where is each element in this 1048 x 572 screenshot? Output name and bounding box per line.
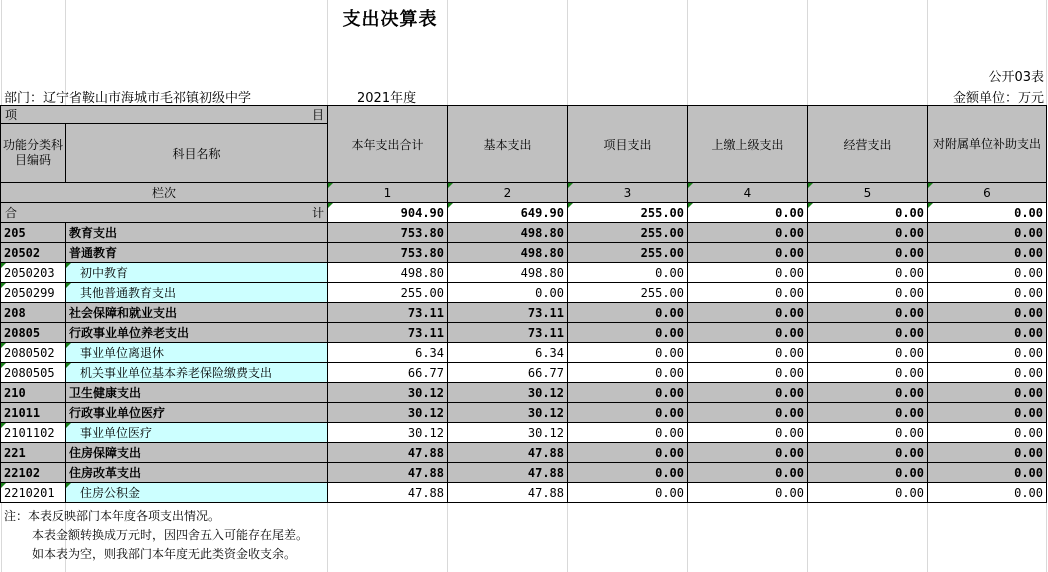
notes — [4, 507, 308, 564]
row-value-4[interactable]: 0.00 — [688, 343, 808, 363]
row-value-2[interactable]: 66.77 — [448, 363, 568, 383]
row-value-5[interactable]: 0.00 — [808, 343, 928, 363]
row-value-2[interactable]: 73.11 — [448, 323, 568, 343]
row-value-6[interactable]: 0.00 — [928, 483, 1047, 503]
row-value-5[interactable]: 0.00 — [808, 323, 928, 343]
form-code: 公开03表 — [988, 70, 1044, 85]
row-name[interactable]: 教育支出 — [66, 223, 328, 243]
total-value-3[interactable]: 255.00 — [568, 203, 688, 223]
row-value-4[interactable]: 0.00 — [688, 443, 808, 463]
row-value-5[interactable]: 0.00 — [808, 223, 928, 243]
total-value-5[interactable]: 0.00 — [808, 203, 928, 223]
row-code[interactable]: 221 — [1, 443, 66, 463]
row-value-5[interactable]: 0.00 — [808, 363, 928, 383]
table-row — [1, 403, 1047, 423]
row-value-5[interactable]: 0.00 — [808, 283, 928, 303]
header-mu: 目 — [311, 108, 324, 122]
row-value-2[interactable]: 47.88 — [448, 483, 568, 503]
total-value-6[interactable]: 0.00 — [928, 203, 1047, 223]
row-value-1[interactable]: 30.12 — [328, 403, 448, 423]
unit-label: 金额单位：万元 — [952, 91, 1044, 106]
row-value-2[interactable]: 47.88 — [448, 443, 568, 463]
row-code[interactable]: 2101102 — [1, 423, 66, 443]
row-value-4[interactable]: 0.00 — [688, 263, 808, 283]
row-value-3[interactable]: 0.00 — [568, 383, 688, 403]
row-value-4[interactable]: 0.00 — [688, 223, 808, 243]
col-number-6[interactable]: 6 — [928, 183, 1047, 203]
row-value-5[interactable]: 0.00 — [808, 303, 928, 323]
row-value-6[interactable]: 0.00 — [928, 463, 1047, 483]
row-value-4[interactable]: 0.00 — [688, 423, 808, 443]
table-row — [1, 483, 1047, 503]
row-name[interactable]: 普通教育 — [66, 243, 328, 263]
col-number-3[interactable]: 3 — [568, 183, 688, 203]
table-row — [1, 283, 1047, 303]
row-value-3[interactable]: 255.00 — [568, 283, 688, 303]
col-number-1[interactable]: 1 — [328, 183, 448, 203]
col-header-5[interactable]: 经营支出 — [808, 106, 928, 183]
row-code[interactable]: 20502 — [1, 243, 66, 263]
table-row — [1, 363, 1047, 383]
row-value-6[interactable]: 0.00 — [928, 263, 1047, 283]
col-number-2[interactable]: 2 — [448, 183, 568, 203]
row-value-2[interactable]: 498.80 — [448, 223, 568, 243]
row-value-1[interactable]: 73.11 — [328, 323, 448, 343]
row-code[interactable]: 21011 — [1, 403, 66, 423]
row-value-3[interactable]: 0.00 — [568, 443, 688, 463]
row-value-6[interactable]: 0.00 — [928, 243, 1047, 263]
table-row — [1, 303, 1047, 323]
total-row — [1, 203, 1047, 223]
row-value-6[interactable]: 0.00 — [928, 403, 1047, 423]
row-value-1[interactable]: 30.12 — [328, 383, 448, 403]
header-xiang: 项 — [5, 108, 18, 122]
row-value-4[interactable]: 0.00 — [688, 283, 808, 303]
row-value-2[interactable]: 498.80 — [448, 243, 568, 263]
table-row — [1, 223, 1047, 243]
table-row — [1, 243, 1047, 263]
row-value-6[interactable]: 0.00 — [928, 423, 1047, 443]
row-code[interactable]: 20805 — [1, 323, 66, 343]
row-name[interactable]: 住房公积金 — [66, 483, 328, 503]
row-code[interactable]: 2080505 — [1, 363, 66, 383]
row-value-3[interactable]: 0.00 — [568, 363, 688, 383]
row-value-5[interactable]: 0.00 — [808, 443, 928, 463]
row-value-3[interactable]: 255.00 — [568, 223, 688, 243]
table-row — [1, 323, 1047, 343]
row-name[interactable]: 其他普通教育支出 — [66, 283, 328, 303]
row-value-4[interactable]: 0.00 — [688, 403, 808, 423]
row-code[interactable]: 208 — [1, 303, 66, 323]
row-value-3[interactable]: 0.00 — [568, 323, 688, 343]
col-number-4[interactable]: 4 — [688, 183, 808, 203]
row-value-3[interactable]: 0.00 — [568, 303, 688, 323]
row-code[interactable]: 2050203 — [1, 263, 66, 283]
table-row — [1, 463, 1047, 483]
row-value-4[interactable]: 0.00 — [688, 383, 808, 403]
row-name[interactable]: 机关事业单位基本养老保险缴费支出 — [66, 363, 328, 383]
row-name[interactable]: 住房改革支出 — [66, 463, 328, 483]
note-3: 如本表为空，则我部门本年度无此类资金收支余。 — [32, 547, 297, 561]
table-row — [1, 443, 1047, 463]
row-value-4[interactable]: 0.00 — [688, 363, 808, 383]
department-label: 部门：辽宁省鞍山市海城市毛祁镇初级中学 — [4, 91, 252, 106]
row-value-6[interactable]: 0.00 — [928, 443, 1047, 463]
row-value-6[interactable]: 0.00 — [928, 223, 1047, 243]
total-ji: 计 — [311, 206, 324, 220]
row-value-3[interactable]: 0.00 — [568, 463, 688, 483]
row-value-1[interactable]: 6.34 — [328, 343, 448, 363]
row-value-2[interactable]: 30.12 — [448, 383, 568, 403]
row-name[interactable]: 社会保障和就业支出 — [66, 303, 328, 323]
row-name[interactable]: 事业单位医疗 — [66, 423, 328, 443]
row-name[interactable]: 行政事业单位医疗 — [66, 403, 328, 423]
row-name[interactable]: 住房保障支出 — [66, 443, 328, 463]
row-name[interactable]: 初中教育 — [66, 263, 328, 283]
row-code[interactable]: 22102 — [1, 463, 66, 483]
row-value-2[interactable]: 0.00 — [448, 283, 568, 303]
col-header-6[interactable]: 对附属单位补助支出 — [928, 106, 1047, 183]
row-value-5[interactable]: 0.00 — [808, 383, 928, 403]
table-row — [1, 423, 1047, 443]
col-header-1[interactable]: 本年支出合计 — [328, 106, 448, 183]
row-value-6[interactable]: 0.00 — [928, 323, 1047, 343]
row-value-3[interactable]: 0.00 — [568, 423, 688, 443]
table-row — [1, 263, 1047, 283]
row-value-1[interactable]: 30.12 — [328, 423, 448, 443]
row-value-1[interactable]: 498.80 — [328, 263, 448, 283]
row-value-2[interactable]: 73.11 — [448, 303, 568, 323]
row-code[interactable]: 2210201 — [1, 483, 66, 503]
row-value-4[interactable]: 0.00 — [688, 463, 808, 483]
row-value-3[interactable]: 0.00 — [568, 263, 688, 283]
row-name[interactable]: 事业单位离退休 — [66, 343, 328, 363]
total-value-1[interactable]: 904.90 — [328, 203, 448, 223]
row-value-1[interactable]: 66.77 — [328, 363, 448, 383]
col-header-3[interactable]: 项目支出 — [568, 106, 688, 183]
row-value-3[interactable]: 0.00 — [568, 483, 688, 503]
row-value-6[interactable]: 0.00 — [928, 383, 1047, 403]
row-value-5[interactable]: 0.00 — [808, 483, 928, 503]
row-value-1[interactable]: 255.00 — [328, 283, 448, 303]
row-value-1[interactable]: 47.88 — [328, 443, 448, 463]
row-value-4[interactable]: 0.00 — [688, 323, 808, 343]
row-value-6[interactable]: 0.00 — [928, 283, 1047, 303]
row-value-5[interactable]: 0.00 — [808, 403, 928, 423]
table-row — [1, 343, 1047, 363]
table-row — [1, 383, 1047, 403]
col-header-2[interactable]: 基本支出 — [448, 106, 568, 183]
row-value-2[interactable]: 47.88 — [448, 463, 568, 483]
row-code[interactable]: 205 — [1, 223, 66, 243]
row-value-3[interactable]: 0.00 — [568, 343, 688, 363]
row-value-1[interactable]: 753.80 — [328, 223, 448, 243]
row-value-1[interactable]: 47.88 — [328, 463, 448, 483]
expenditure-table — [0, 105, 1047, 503]
row-code[interactable]: 2050299 — [1, 283, 66, 303]
row-name[interactable]: 卫生健康支出 — [66, 383, 328, 403]
header-lanci[interactable]: 栏次 — [1, 183, 328, 203]
row-code[interactable]: 210 — [1, 383, 66, 403]
row-value-1[interactable]: 47.88 — [328, 483, 448, 503]
row-value-1[interactable]: 73.11 — [328, 303, 448, 323]
note-2: 本表金额转换成万元时，因四舍五入可能存在尾差。 — [32, 528, 309, 542]
total-value-2[interactable]: 649.90 — [448, 203, 568, 223]
row-value-2[interactable]: 498.80 — [448, 263, 568, 283]
row-value-4[interactable]: 0.00 — [688, 483, 808, 503]
row-value-5[interactable]: 0.00 — [808, 263, 928, 283]
row-value-6[interactable]: 0.00 — [928, 343, 1047, 363]
row-code[interactable]: 2080502 — [1, 343, 66, 363]
row-value-4[interactable]: 0.00 — [688, 243, 808, 263]
row-value-2[interactable]: 30.12 — [448, 423, 568, 443]
row-value-3[interactable]: 0.00 — [568, 403, 688, 423]
row-value-4[interactable]: 0.00 — [688, 303, 808, 323]
note-1: 注：本表反映部门本年度各项支出情况。 — [4, 509, 221, 523]
total-he: 合 — [5, 206, 18, 220]
header-code[interactable]: 功能分类科目编码 — [1, 124, 66, 183]
page-title: 支出决算表 — [342, 9, 438, 30]
total-value-4[interactable]: 0.00 — [688, 203, 808, 223]
row-value-2[interactable]: 30.12 — [448, 403, 568, 423]
row-value-6[interactable]: 0.00 — [928, 303, 1047, 323]
row-value-2[interactable]: 6.34 — [448, 343, 568, 363]
total-label[interactable] — [1, 203, 328, 223]
col-number-5[interactable]: 5 — [808, 183, 928, 203]
row-value-5[interactable]: 0.00 — [808, 243, 928, 263]
col-header-4[interactable]: 上缴上级支出 — [688, 106, 808, 183]
year-label: 2021年度 — [357, 91, 417, 106]
row-value-3[interactable]: 255.00 — [568, 243, 688, 263]
header-name[interactable]: 科目名称 — [66, 124, 328, 183]
header-xiang-mu[interactable] — [1, 106, 328, 124]
row-value-6[interactable]: 0.00 — [928, 363, 1047, 383]
row-name[interactable]: 行政事业单位养老支出 — [66, 323, 328, 343]
row-value-5[interactable]: 0.00 — [808, 423, 928, 443]
row-value-1[interactable]: 753.80 — [328, 243, 448, 263]
row-value-5[interactable]: 0.00 — [808, 463, 928, 483]
